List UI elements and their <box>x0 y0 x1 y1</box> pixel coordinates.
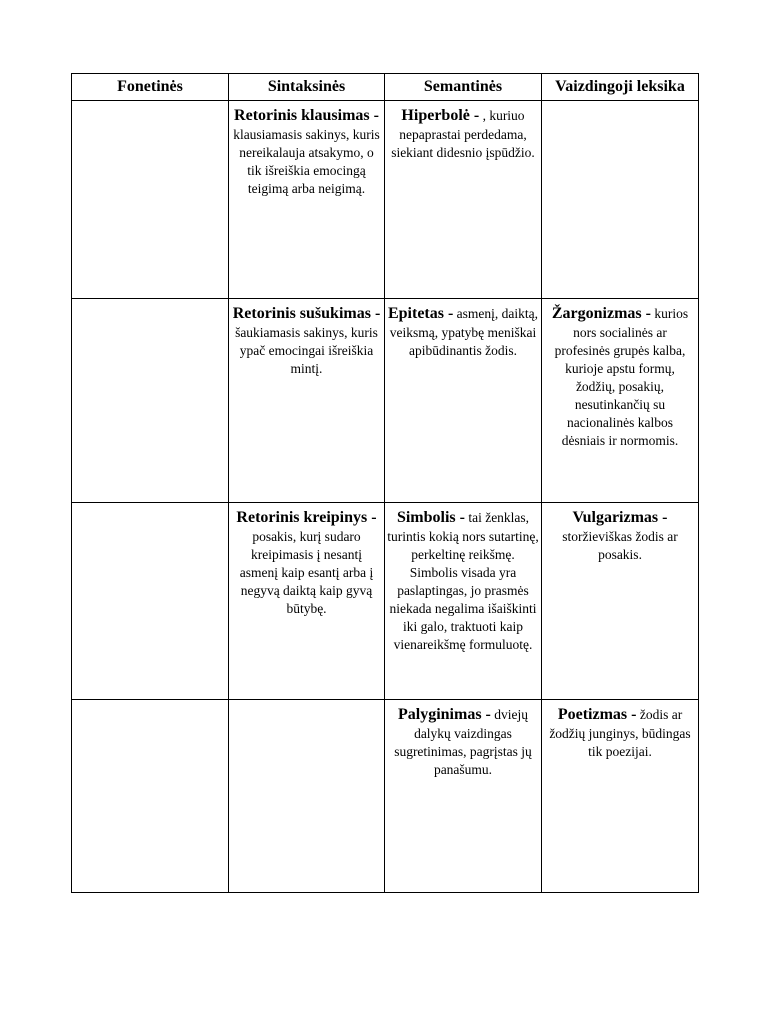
term-name: Retorinis sušukimas - <box>232 305 381 322</box>
cell-fonetines <box>72 101 229 299</box>
term-definition: šaukiamasis sakinys, kuris ypač emocingai išreiškia mintį. <box>235 325 378 376</box>
term-entry <box>231 105 382 198</box>
header-sintaksines: Sintaksinės <box>229 74 385 101</box>
term-entry <box>544 704 696 761</box>
term-name: Vulgarizmas - <box>572 509 668 526</box>
header-vaizdingoji-leksika: Vaizdingoji leksika <box>542 74 699 101</box>
header-row <box>72 74 699 101</box>
term-name: Epitetas - <box>387 305 454 322</box>
cell-vaizdingoji <box>542 503 699 700</box>
term-name: Žargonizmas - <box>551 305 651 322</box>
term-entry <box>544 303 696 450</box>
term-definition: dviejų dalykų vaizdingas sugretinimas, pagrįstas jų panašumu. <box>394 707 532 777</box>
term-name: Hiperbolė - <box>401 107 480 124</box>
term-entry <box>387 303 539 360</box>
table-row <box>72 299 699 503</box>
cell-fonetines <box>72 299 229 503</box>
cell-sintaksines <box>229 299 385 503</box>
term-definition: , kuriuo nepaprastai perdedama, siekiant didesnio įspūdžio. <box>391 108 535 160</box>
term-definition: kurios nors socialinės ar profesinės grupės kalba, kurioje apstu formų, žodžių, posakių, nesutinkančių su nacionalinės kalbos dėsniais ir normomis. <box>554 306 689 448</box>
cell-semantines <box>385 700 542 893</box>
term-definition: asmenį, daiktą, veiksmą, ypatybę meniškai apibūdinantis žodis. <box>389 306 539 358</box>
table-row <box>72 700 699 893</box>
table-row <box>72 503 699 700</box>
term-name: Poetizmas - <box>557 706 637 723</box>
terms-table <box>71 73 699 893</box>
term-entry <box>387 507 539 654</box>
cell-semantines <box>385 503 542 700</box>
term-definition: klausiamasis sakinys, kuris nereikalauja atsakymo, o tik išreiškia emocingą teigimą arba neigimą. <box>233 127 380 196</box>
term-definition: posakis, kurį sudaro kreipimasis į nesantį asmenį kaip esantį arba į negyvą daiktą kaip gyvą būtybę. <box>239 529 374 616</box>
cell-sintaksines <box>229 700 385 893</box>
cell-fonetines <box>72 503 229 700</box>
cell-fonetines <box>72 700 229 893</box>
header-fonetines: Fonetinės <box>72 74 229 101</box>
term-name: Retorinis kreipinys - <box>236 509 377 526</box>
term-definition: žodis ar žodžių junginys, būdingas tik poezijai. <box>549 707 691 759</box>
term-definition: tai ženklas, turintis kokią nors sutartinę, perkeltinę reikšmę. Simbolis visada yra paslaptingas, jo prasmės niekada negalima išaiškinti iki galo, traktuoti kaip vienareikšmę formuluotę. <box>387 510 539 652</box>
cell-vaizdingoji <box>542 101 699 299</box>
term-name: Palyginimas - <box>397 706 491 723</box>
table-row <box>72 101 699 299</box>
cell-sintaksines <box>229 101 385 299</box>
cell-semantines <box>385 101 542 299</box>
cell-vaizdingoji <box>542 299 699 503</box>
cell-semantines <box>385 299 542 503</box>
term-entry <box>544 507 696 564</box>
term-name: Simbolis - <box>396 509 465 526</box>
term-entry <box>231 507 382 618</box>
cell-vaizdingoji <box>542 700 699 893</box>
term-entry <box>387 105 539 162</box>
term-entry <box>387 704 539 779</box>
term-entry <box>231 303 382 378</box>
cell-sintaksines <box>229 503 385 700</box>
term-name: Retorinis klausimas - <box>234 107 379 124</box>
term-definition: storžieviškas žodis ar posakis. <box>562 529 678 562</box>
header-semantines: Semantinės <box>385 74 542 101</box>
